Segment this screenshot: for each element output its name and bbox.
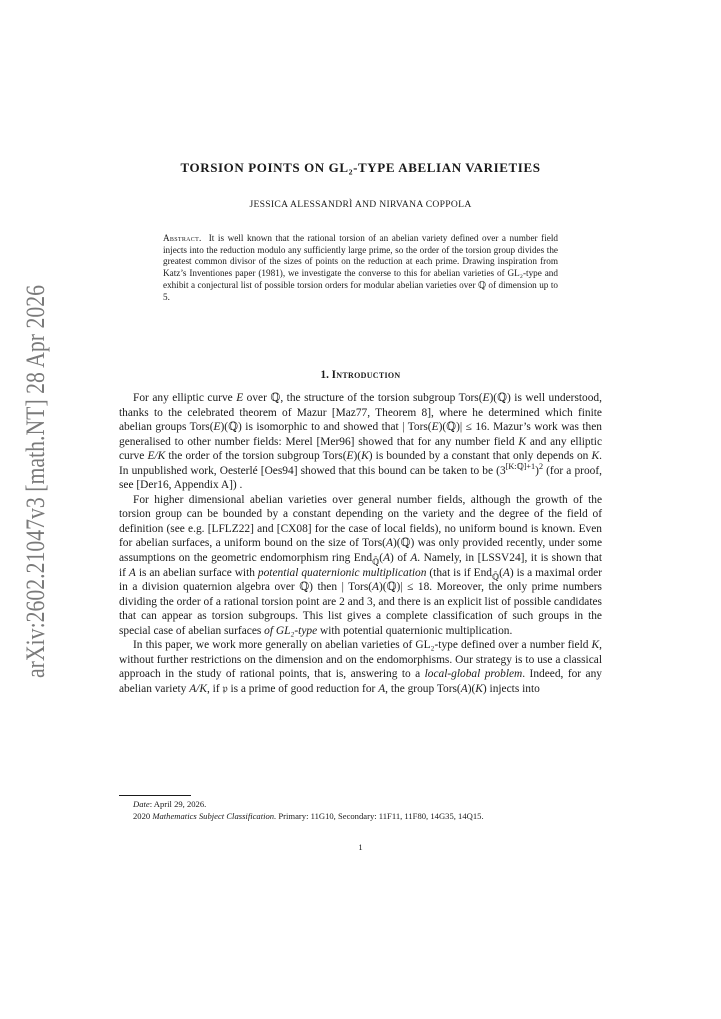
math-symbol: E	[431, 421, 439, 434]
text-run: with potential quaternionic multiplication.	[317, 624, 513, 637]
body-text	[119, 391, 602, 696]
math-symbol: K	[591, 639, 600, 652]
text-run: , without further restrictions on the dimension and on the endomorphisms. Our strategy is to use a classical approach in the study of rational points, that is, answering to a	[119, 639, 602, 681]
text-run: , the group Tors(	[385, 682, 461, 695]
text-run: and any elliptic curve	[119, 435, 602, 463]
paragraph-1	[119, 391, 602, 493]
math-symbol: K	[518, 435, 527, 448]
text-run: )(ℚ) was only provided recently, under some assumptions on the geometric endomorphism ring End	[119, 537, 602, 565]
text-run: . In unpublished work, Oesterlé [Oes94] showed that this bound can be taken to be (3	[119, 450, 602, 477]
msc-value: Primary: 11G10, Secondary: 11F11, 11F80, 14G35, 14Q15.	[276, 810, 484, 821]
math-symbol: K	[361, 450, 369, 463]
math-subscript: ℚ̄	[372, 557, 380, 567]
text-run: over ℚ, the structure of the torsion subgroup Tors(	[243, 392, 483, 404]
abstract	[163, 233, 558, 303]
msc-label: Mathematics Subject Classification.	[152, 810, 277, 821]
arxiv-identifier-stamp	[18, 199, 50, 678]
math-symbol: A	[460, 682, 468, 695]
footnote-rule	[119, 795, 191, 796]
math-symbol: E/K	[147, 450, 166, 463]
text-run: (that is if End	[426, 566, 492, 579]
math-symbol: K	[475, 682, 483, 695]
paragraph-3	[119, 638, 602, 696]
section-title: Introduction	[331, 369, 401, 381]
math-symbol: K	[591, 450, 600, 463]
text-run: )(ℚ)| ≤ 16. Mazur’s work was then generalised to other number fields: Merel [Mer96] showed that for any number field	[119, 421, 602, 448]
math-subscript: ℚ̄	[491, 571, 500, 581]
emphasis-text: local-global problem	[424, 668, 523, 681]
page-number: 1	[358, 842, 363, 852]
text-run: . Namely, in [LSSV24], it is shown that if	[119, 552, 602, 579]
math-superscript: [K:ℚ]+1	[505, 461, 536, 471]
footnotes	[119, 799, 602, 822]
math-superscript: 2	[538, 461, 544, 471]
math-symbol: A	[383, 552, 391, 565]
math-symbol: E	[213, 421, 221, 434]
text-run: For higher dimensional abelian varieties over general number fields, although the growth of the torsion group can be bounded by a constant depending on the variety and the degree of the field of definition (see e.g. [LFLZ22] and [CX08] for the case of local fields), no uniform bound is known. Even for abelian surfaces, a uniform bound on the size of Tors(	[119, 493, 602, 550]
math-symbol: A/K	[189, 682, 207, 695]
section-number: 1.	[320, 369, 329, 381]
text-run: is an abelian surface with	[135, 566, 258, 579]
text-run: ) is bounded by a constant that only depends on	[368, 450, 592, 463]
emphasis-text: of GL₂-type	[264, 624, 318, 637]
math-symbol: A	[410, 552, 418, 565]
text-run: )	[535, 464, 539, 477]
footnote-date	[119, 799, 602, 811]
text-run: the order of the torsion subgroup Tors(	[165, 450, 347, 463]
abstract-text: It is well known that the rational torsion of an abelian variety defined over a number field injects into the reduction modulo any sufficiently large prime, so the order of the torsion group divides the greatest common divisor of the sizes of points on the reduction at each prime. Drawing inspiration from Katz’s Inventiones paper (1981), we investigate the converse to this for abelian varieties of GL₂-type and exhibit a conjectural list of possible torsion orders for modular abelian varieties over ℚ of dimension up to 5.	[163, 233, 558, 302]
text-run: (	[379, 552, 384, 565]
paper-authors: JESSICA ALESSANDRÌ AND NIRVANA COPPOLA	[249, 199, 472, 210]
text-run: ) of	[390, 552, 411, 565]
arxiv-identifier-text: arXiv:2602.21047v3 [math.NT] 28 Apr 2026	[20, 199, 50, 678]
math-symbol: A	[378, 682, 386, 695]
text-run: , if 𝔭 is a prime of good reduction for	[206, 682, 379, 695]
text-run: )(ℚ)| ≤ 18. Moreover, the only prime numbers dividing the order of a rational torsion point are 2 and 3, and there is an explicit list of possible candidates that can appear as torsion subgroups. This list gives a complete classification of such groups in the special case of abelian surfaces	[119, 581, 602, 637]
text-run: For any elliptic curve	[133, 392, 237, 404]
math-symbol: E	[482, 392, 490, 404]
text-run: . Indeed, for any abelian variety	[119, 668, 602, 695]
msc-year: 2020	[133, 810, 153, 821]
text-run: )(ℚ) is well understood, thanks to the celebrated theorem of Mazur [Maz77, Theorem 8], where he determined which finite abelian groups Tors(	[119, 392, 602, 434]
math-symbol: A	[128, 566, 136, 579]
text-run: )(	[353, 450, 362, 463]
text-run: (for a proof, see [Der16, Appendix A]) .	[119, 464, 602, 492]
date-value: : April 29, 2026.	[149, 799, 207, 809]
math-symbol: E	[236, 392, 244, 404]
text-run: )(	[467, 682, 476, 695]
text-run: In this paper, we work more generally on abelian varieties of GL₂-type defined over a number field	[133, 639, 592, 652]
arxiv-identifier-svg	[18, 199, 50, 678]
paper-title: TORSION POINTS ON GL₂-TYPE ABELIAN VARIETIES	[180, 160, 541, 175]
text-run: (	[499, 566, 503, 579]
text-run: )(ℚ) is isomorphic to and showed that | Tors(	[220, 421, 432, 434]
math-symbol: A	[372, 581, 380, 594]
math-symbol: A	[502, 566, 510, 579]
footnote-msc	[119, 811, 602, 823]
abstract-label: Abstract.	[163, 233, 202, 243]
date-label: Date	[133, 799, 150, 809]
text-run: ) injects into	[482, 682, 540, 695]
math-symbol: A	[385, 537, 393, 550]
emphasis-text: potential quaternionic multiplication	[257, 566, 427, 579]
section-heading	[119, 369, 602, 381]
math-symbol: E	[346, 450, 354, 463]
text-run: ) is a maximal order in a division quaternion algebra over ℚ) then | Tors(	[119, 566, 602, 594]
paragraph-2	[119, 493, 602, 638]
